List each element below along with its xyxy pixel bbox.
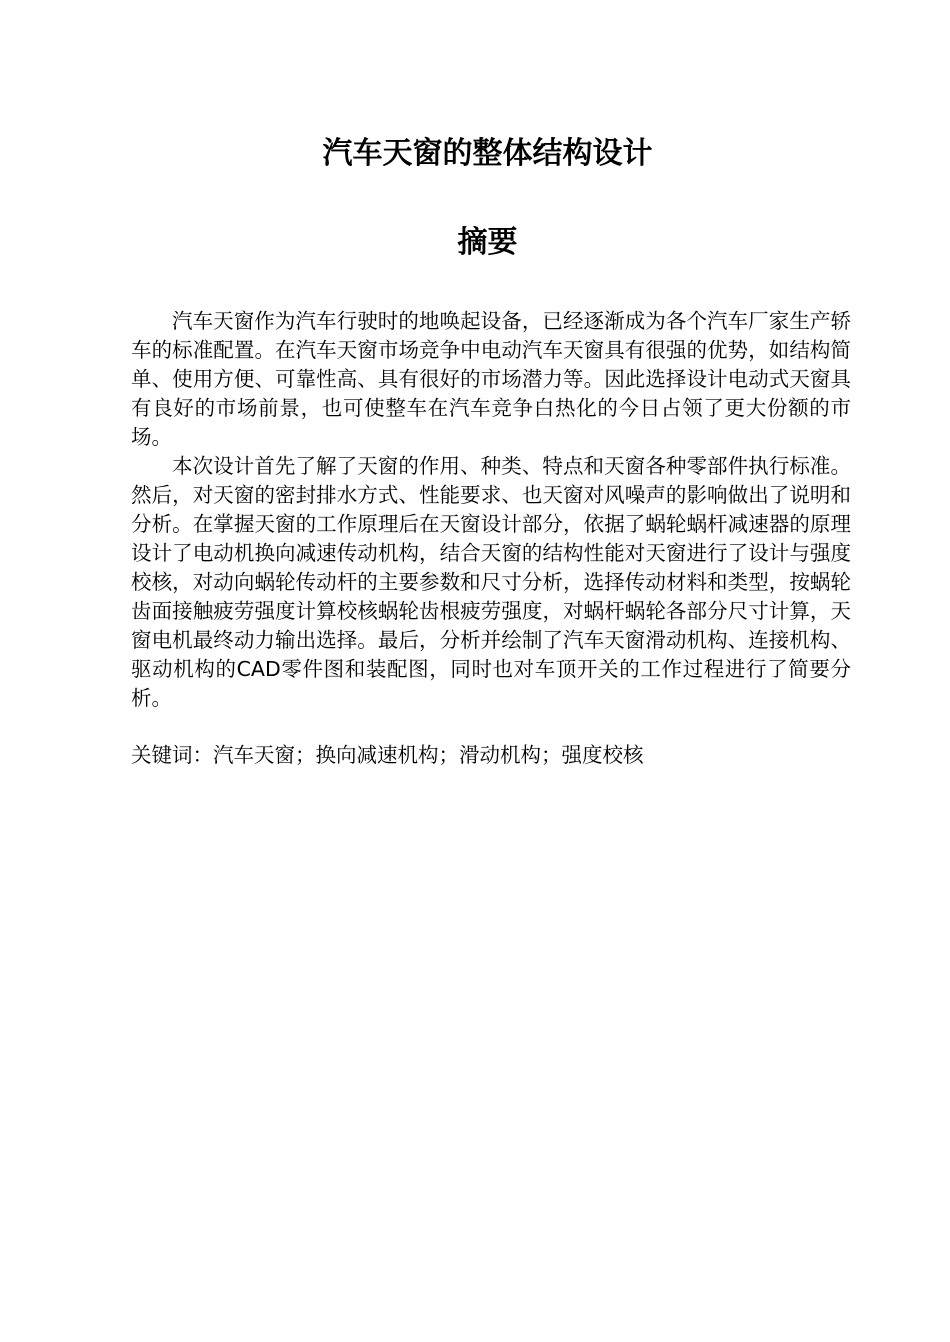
keywords-line: 关键词：汽车天窗；换向减速机构；滑动机构；强度校核 <box>131 743 644 767</box>
abstract-body <box>131 307 851 713</box>
abstract-paragraph-2: 本次设计首先了解了天窗的作用、种类、特点和天窗各种零部件执行标准。然后，对天窗的密封排水方式、性能要求、也天窗对风噪声的影响做出了说明和分析。在掌握天窗的工作原理后在天窗设计部分，依据了蜗轮蜗杆减速器的原理设计了电动机换向减速传动机构，结合天窗的结构性能对天窗进行了设计与强度校核，对动向蜗轮传动杆的主要参数和尺寸分析，选择传动材料和类型，按蜗轮齿面接触疲劳强度计算校核蜗轮齿根疲劳强度，对蜗杆蜗轮各部分尺寸计算，天窗电机最终动力输出选择。最后，分析并绘制了汽车天窗滑动机构、连接机构、驱动机构的CAD零件图和装配图，同时也对车顶开关的工作过程进行了简要分析。 <box>131 454 851 710</box>
abstract-paragraph-1: 汽车天窗作为汽车行驶时的地唤起设备，已经逐渐成为各个汽车厂家生产轿车的标准配置。在汽车天窗市场竞争中电动汽车天窗具有很强的优势，如结构简单、使用方便、可靠性高、具有很好的市场潜力等。因此选择设计电动式天窗具有良好的市场前景，也可使整车在汽车竞争白热化的今日占领了更大份额的市场。 <box>131 309 851 449</box>
abstract-heading: 摘要 <box>457 225 518 260</box>
document-title: 汽车天窗的整体结构设计 <box>322 136 653 171</box>
